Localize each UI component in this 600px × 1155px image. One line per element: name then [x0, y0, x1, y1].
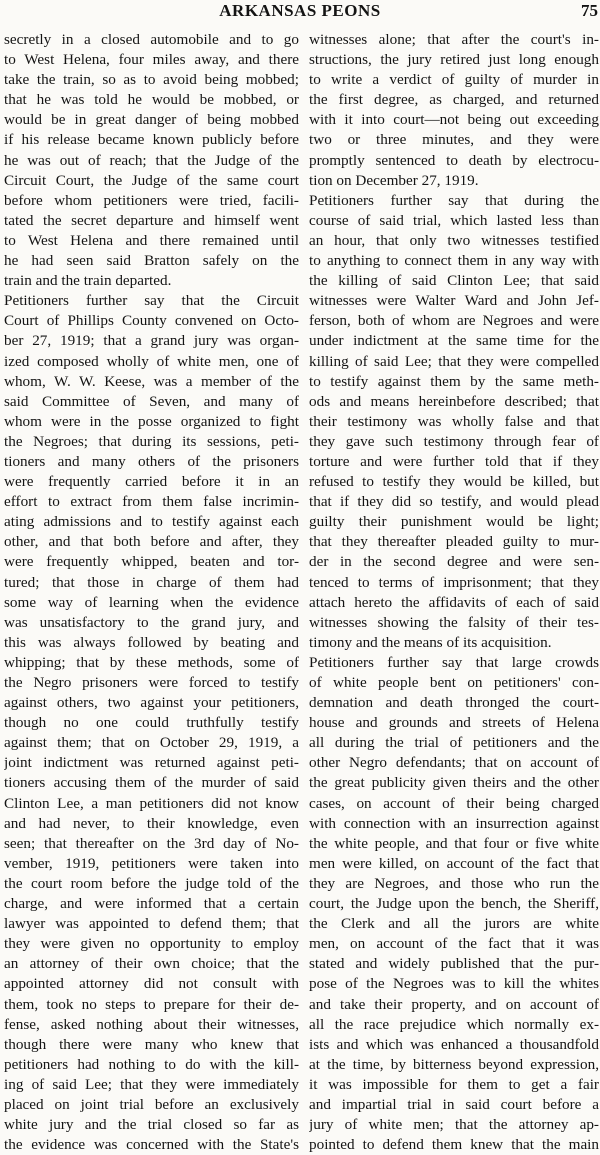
- text-line: the Negro prisoners were forced to testify: [4, 674, 299, 691]
- text-line: all the race prejudice which normally ex-: [309, 1015, 599, 1033]
- text-line: ber 27, 1919; that a grand jury was organ-: [4, 332, 299, 350]
- text-line: it was impossible for them to get a fair: [309, 1075, 599, 1093]
- text-line: would be in great danger of being mobbed: [4, 111, 299, 129]
- text-line: witnesses alone; that after the court's in-: [309, 31, 599, 48]
- text-line: charge, and were informed that a certain: [4, 895, 299, 913]
- text-line: some way of learning when the evidence: [4, 593, 299, 611]
- text-line: to testify against them by the same meth-: [309, 372, 599, 390]
- text-line: to West Helena and there remained until: [4, 231, 299, 249]
- text-line: seen; that thereafter on the 3rd day of No-: [4, 834, 299, 852]
- text-line: though there were many who knew that: [4, 1035, 299, 1053]
- text-line: secretly in a closed automobile and to go: [4, 31, 299, 48]
- text-line: Court of Phillips County convened on Octo-: [4, 312, 299, 330]
- text-line: take the train, so as to avoid being mobbed;: [4, 71, 299, 89]
- text-line: an attorney of their own choice; that the: [4, 955, 299, 973]
- text-line: against others, two against your petitioners,: [4, 694, 299, 712]
- text-line: Circuit Court, the Judge of the same court: [4, 171, 299, 189]
- text-line: effort to extract from them false incrimin-: [4, 493, 299, 511]
- text-line: stated and widely published that the pur-: [309, 955, 599, 973]
- text-line: that he was told he would be mobbed, or: [4, 91, 299, 109]
- text-line: appointed attorney did not consult with: [4, 975, 299, 993]
- page-header: [0, 0, 600, 24]
- text-line: the court room before the judge told of the: [4, 874, 299, 892]
- text-line: lawyer was appointed to defend them; that: [4, 915, 299, 933]
- text-line: Clinton Lee, a man petitioners did not know: [4, 794, 299, 812]
- text-line: the first degree, as charged, and returned: [309, 91, 599, 109]
- text-line: men were killed, on account of the fact that: [309, 854, 599, 872]
- text-line: tured; that those in charge of them had: [4, 573, 299, 591]
- text-line: the great publicity given theirs and the other: [309, 774, 599, 792]
- text-line: at the time, by bitterness beyond expression,: [309, 1055, 599, 1073]
- text-line: he was out of reach; that the Judge of the: [4, 151, 299, 169]
- text-line: refused to testify they would be killed, but: [309, 473, 599, 491]
- text-line: cases, on account of their being charged: [309, 794, 599, 812]
- text-line: ating admissions and to testify against each: [4, 513, 299, 531]
- text-line: white jury and the trial closed so far as: [4, 1116, 299, 1134]
- text-line: the Negroes; that during its sessions, peti-: [4, 432, 299, 450]
- text-line: were frequently whipped, beaten and tor-: [4, 553, 299, 571]
- page-number: 75: [581, 1, 598, 20]
- text-line: that if they did so testify, and would plead: [309, 493, 599, 511]
- text-line: witnesses were Walter Ward and John Jef-: [309, 292, 599, 310]
- text-line: all during the trial of petitioners and the: [309, 734, 599, 752]
- text-line: and had never, to their knowledge, even: [4, 814, 299, 832]
- text-line: other, and that both before and after, they: [4, 533, 299, 551]
- text-line: demnation and death thronged the court-: [309, 694, 599, 712]
- text-line: though no one could truthfully testify: [4, 714, 299, 732]
- text-line: ferson, both of whom are Negroes and were: [309, 312, 599, 330]
- text-line: witnesses showing the falsity of their tes-: [309, 613, 599, 631]
- text-line: tioners accusing them of the murder of said: [4, 774, 299, 792]
- text-line: timony and the means of its acquisition.: [309, 633, 552, 651]
- text-line: to write a verdict of guilty of murder in: [309, 71, 599, 89]
- text-line: court, the Judge upon the bench, the Sheriff,: [309, 895, 599, 913]
- text-line: pointed to defend them knew that the main: [309, 1136, 599, 1154]
- text-line: promptly sentenced to death by electrocu-: [309, 151, 599, 169]
- text-line: tion on December 27, 1919.: [309, 171, 479, 189]
- text-line: pose of the Negroes was to kill the whites: [309, 975, 599, 993]
- text-line: of white people bent on petitioners' con-: [309, 674, 599, 691]
- text-line: under indictment at the same time for the: [309, 332, 599, 350]
- text-line: Petitioners further say that large crowds: [309, 653, 599, 671]
- text-line: he had seen said Bratton safely on the: [4, 252, 299, 270]
- text-line: petitioners had nothing to do with the kill-: [4, 1055, 299, 1073]
- text-line: with it into court—not being out exceeding: [309, 111, 599, 129]
- text-line: ods and means hereinbefore described; that: [309, 392, 599, 410]
- text-line: joint indictment was returned against peti-: [4, 754, 299, 772]
- text-line: and impartial trial in said court before a: [309, 1095, 599, 1113]
- text-line: if his release became known publicly before: [4, 131, 299, 149]
- text-line: the white people, and that four or five white: [309, 834, 599, 852]
- text-line: men, on account of the fact that it was: [309, 935, 599, 953]
- text-line: tioners and many others of the prisoners: [4, 452, 299, 470]
- text-line: the Clerk and all the jurors are white: [309, 915, 599, 933]
- text-line: and take their property, and on account of: [309, 995, 599, 1013]
- text-line: whipping; that by these methods, some of: [4, 653, 299, 671]
- text-line: said Committee of Seven, and many of: [4, 392, 299, 410]
- text-line: ing of said Lee; that they were immediately: [4, 1075, 299, 1093]
- running-title: ARKANSAS PEONS: [219, 1, 381, 20]
- text-line: them, took no steps to prepare for their de-: [4, 995, 299, 1013]
- text-line: killing of said Lee; that they were compelled: [309, 352, 599, 370]
- text-line: was unsatisfactory to the grand jury, and: [4, 613, 299, 631]
- text-line: course of said trial, which lasted less than: [309, 211, 599, 229]
- text-line: fense, asked nothing about their witnesses,: [4, 1015, 299, 1033]
- text-line: tenced to terms of imprisonment; that they: [309, 573, 599, 591]
- text-line: guilty their punishment would be light;: [309, 513, 599, 531]
- right-column: [309, 30, 599, 1155]
- text-line: other Negro defendants; that on account of: [309, 754, 599, 772]
- text-line: tated the secret departure and himself went: [4, 211, 299, 229]
- text-line: placed on joint trial before an exclusively: [4, 1095, 299, 1113]
- text-line: whom were in the posse organized to fight: [4, 412, 299, 430]
- text-line: the evidence was concerned with the State's: [4, 1136, 299, 1154]
- left-column: [4, 30, 299, 1155]
- text-line: vember, 1919, petitioners were taken into: [4, 854, 299, 872]
- text-line: two or three minutes, and they were: [309, 131, 599, 149]
- text-line: house and grounds and streets of Helena: [309, 714, 599, 732]
- text-line: jury of white men; that the attorney ap-: [309, 1116, 599, 1134]
- text-line: to West Helena, four miles away, and there: [4, 51, 299, 69]
- text-line: they gave such testimony through fear of: [309, 432, 599, 450]
- text-line: the killing of said Clinton Lee; that said: [309, 272, 599, 290]
- text-line: against them; that on October 29, 1919, a: [4, 734, 299, 752]
- text-line: this was always followed by beating and: [4, 633, 299, 651]
- text-line: to anything to connect them in any way with: [309, 252, 599, 270]
- text-line: were frequently carried before it in an: [4, 473, 299, 491]
- text-line: they are Negroes, and those who run the: [309, 874, 599, 892]
- text-line: an hour, that only two witnesses testified: [309, 231, 599, 249]
- text-line: ists and which was enhanced a thousandfold: [309, 1035, 599, 1053]
- text-line: they were given no opportunity to employ: [4, 935, 299, 953]
- text-line: that they thereafter pleaded guilty to mur-: [309, 533, 599, 551]
- text-line: der in the second degree and were sen-: [309, 553, 599, 571]
- text-line: whom, W. W. Keese, was a member of the: [4, 372, 299, 390]
- text-line: structions, the jury retired just long enough: [309, 51, 599, 69]
- text-line: Petitioners further say that during the: [309, 191, 599, 209]
- text-line: their testimony was wholly false and that: [309, 412, 599, 430]
- text-line: train and the train departed.: [4, 272, 172, 290]
- text-line: torture and were further told that if they: [309, 452, 599, 470]
- text-line: attach hereto the affidavits of each of said: [309, 593, 599, 611]
- text-line: before whom petitioners were tried, facili-: [4, 191, 299, 209]
- text-line: with connection with an insurrection against: [309, 814, 599, 832]
- text-line: ized composed wholly of white men, one of: [4, 352, 299, 370]
- text-line: Petitioners further say that the Circuit: [4, 292, 299, 310]
